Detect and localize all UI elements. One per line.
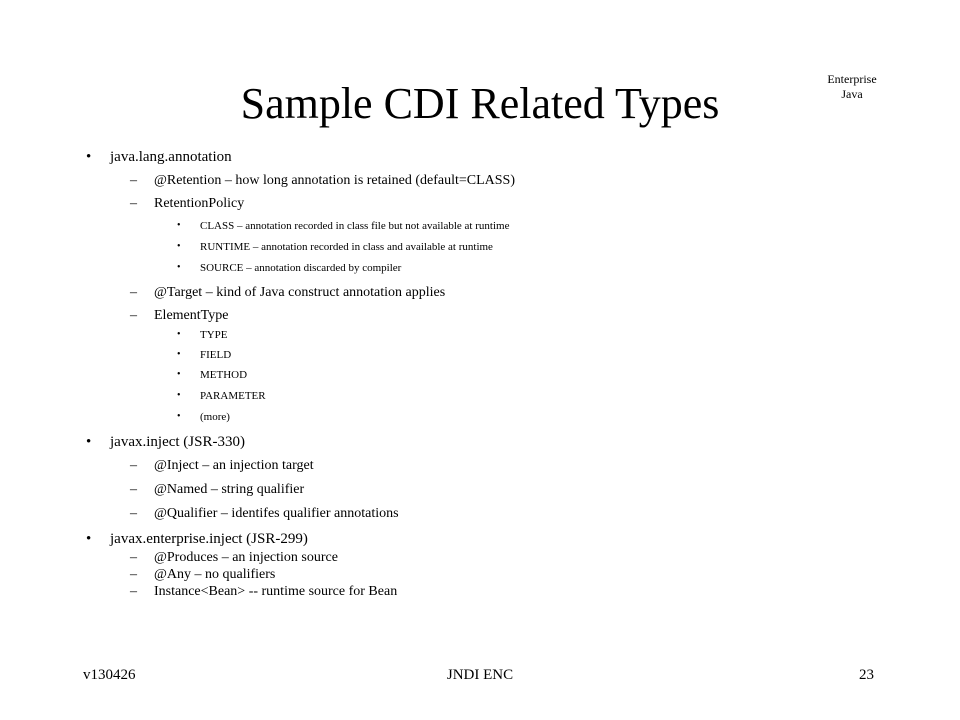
bullet-icon: • [86, 149, 92, 165]
item-rp-source: SOURCE – annotation discarded by compiler [200, 262, 402, 274]
item-inject: @Inject – an injection target [154, 458, 314, 473]
item-produces: @Produces – an injection source [154, 550, 338, 565]
footer-version: v130426 [83, 667, 136, 683]
footer-topic: JNDI ENC [446, 667, 514, 683]
bullet-icon: • [177, 349, 181, 360]
footer-page-number: 23 [859, 667, 874, 683]
bullet-icon: • [177, 220, 181, 231]
item-retention-policy: RetentionPolicy [154, 196, 245, 211]
dash-icon: – [130, 482, 137, 497]
dash-icon: – [130, 308, 137, 323]
bullet-icon: • [86, 531, 92, 547]
item-et-parameter: PARAMETER [200, 390, 266, 402]
dash-icon: – [130, 567, 137, 582]
item-named: @Named – string qualifier [154, 482, 305, 497]
item-retention: @Retention – how long annotation is retained (default=CLASS) [154, 173, 516, 188]
bullet-icon: • [177, 329, 181, 340]
item-instance: Instance<Bean> -- runtime source for Bean [154, 584, 398, 599]
bullet-icon: • [86, 434, 92, 450]
dash-icon: – [130, 506, 137, 521]
bullet-icon: • [177, 262, 181, 273]
item-rp-runtime: RUNTIME – annotation recorded in class and available at runtime [200, 241, 493, 253]
course-label-line1: Enterprise [827, 72, 877, 86]
bullet-annotation-pkg: java.lang.annotation [110, 149, 232, 165]
bullet-inject-pkg: javax.inject (JSR-330) [110, 434, 245, 450]
item-et-method: METHOD [200, 369, 248, 381]
item-rp-class: CLASS – annotation recorded in class file but not available at runtime [200, 220, 510, 232]
slide-title: Sample CDI Related Types [240, 79, 720, 128]
item-element-type: ElementType [154, 308, 229, 323]
bullet-icon: • [177, 369, 181, 380]
item-et-type: TYPE [200, 329, 228, 341]
course-label-line2: Java [841, 87, 863, 101]
dash-icon: – [130, 196, 137, 211]
item-target: @Target – kind of Java construct annotation applies [154, 285, 446, 300]
bullet-enterprise-pkg: javax.enterprise.inject (JSR-299) [110, 531, 308, 547]
dash-icon: – [130, 550, 137, 565]
dash-icon: – [130, 173, 137, 188]
dash-icon: – [130, 458, 137, 473]
item-et-field: FIELD [200, 349, 232, 361]
item-any: @Any – no qualifiers [154, 567, 276, 582]
item-et-more: (more) [200, 411, 230, 423]
bullet-icon: • [177, 241, 181, 252]
dash-icon: – [130, 285, 137, 300]
dash-icon: – [130, 584, 137, 599]
course-label [812, 72, 892, 102]
bullet-icon: • [177, 411, 181, 422]
bullet-icon: • [177, 390, 181, 401]
item-qualifier: @Qualifier – identifes qualifier annotations [154, 506, 399, 521]
